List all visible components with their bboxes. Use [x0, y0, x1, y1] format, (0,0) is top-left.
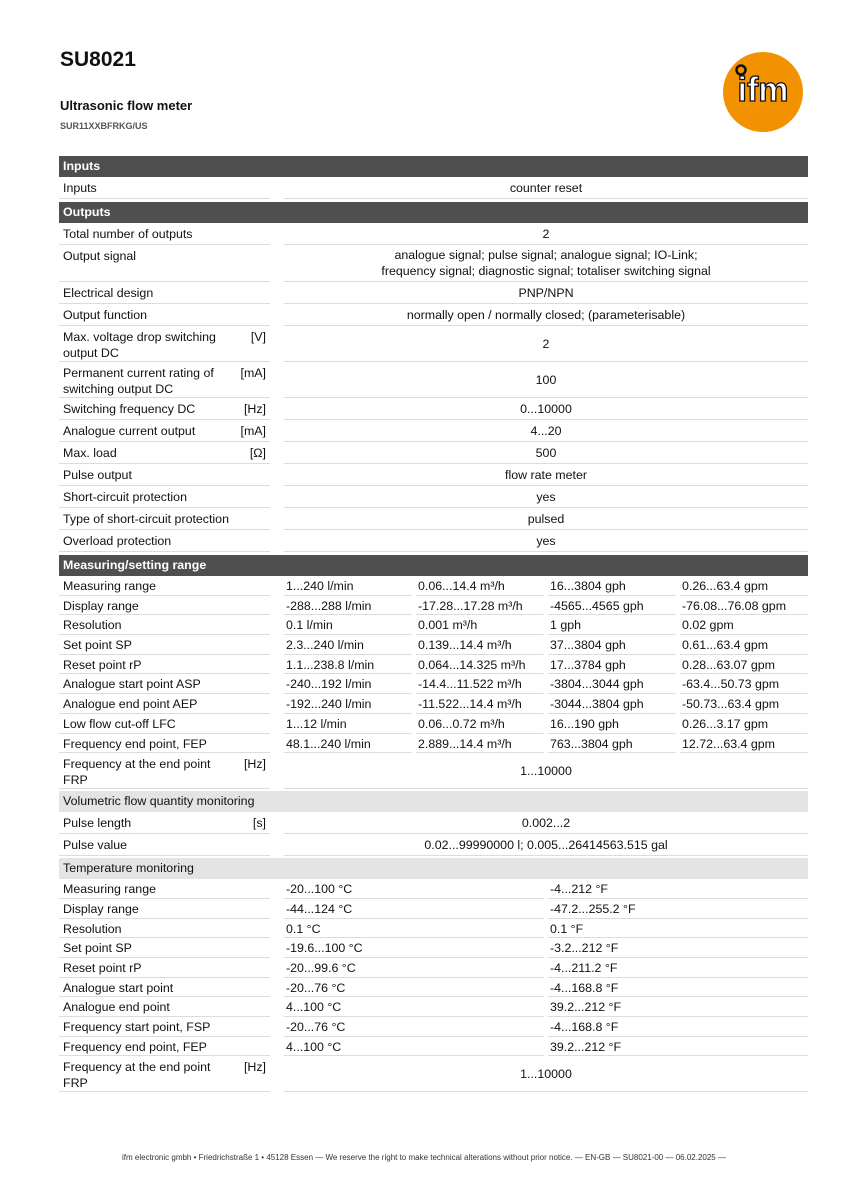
- row-values: [284, 958, 808, 978]
- row-value: [284, 177, 808, 199]
- value-cell: 0.26...63.4 gpm: [680, 576, 808, 596]
- row-values: [284, 596, 808, 616]
- footer-text: ifm electronic gmbh • Friedrichstraße 1 • 45128 Essen — We reserve the right to make technical alterations without prior notice. — EN-GB — SU8021-00 — 06.02.2025 —: [122, 1153, 726, 1162]
- value-cell: 4...100 °C: [284, 1037, 544, 1057]
- value-cell: 1 gph: [548, 615, 676, 635]
- row-values: [284, 1037, 808, 1057]
- spec-row: [59, 734, 808, 754]
- row-values: [284, 938, 808, 958]
- label-text: Low flow cut-off LFC: [63, 716, 176, 731]
- row-values: [284, 899, 808, 919]
- row-label: [59, 420, 270, 442]
- spec-row: [59, 1017, 808, 1037]
- value-cell: -4...168.8 °F: [548, 1017, 808, 1037]
- value-cell: 4...100 °C: [284, 997, 544, 1017]
- value-cell: -63.4...50.73 gpm: [680, 674, 808, 694]
- value-cell: 0.61...63.4 gpm: [680, 635, 808, 655]
- row-value: [284, 304, 808, 326]
- row-label: [59, 576, 270, 596]
- unit-text: [mA]: [240, 366, 266, 380]
- spec-row: [59, 442, 808, 464]
- label-text: Frequency end point, FEP: [63, 736, 207, 751]
- value-cell: 0.06...0.72 m³/h: [416, 714, 544, 734]
- label-text: Display range: [63, 598, 139, 613]
- row-label: [59, 879, 270, 899]
- row-label: [59, 442, 270, 464]
- row-label: [59, 674, 270, 694]
- section-header-temperature: Temperature monitoring: [59, 858, 808, 879]
- spec-row: [59, 508, 808, 530]
- row-label: [59, 958, 270, 978]
- label-text: Measuring range: [63, 882, 156, 897]
- spec-row: [59, 899, 808, 919]
- value-text: 100: [535, 372, 557, 387]
- value-cell: -3.2...212 °F: [548, 938, 808, 958]
- spec-row: [59, 978, 808, 998]
- value-text: counter reset: [509, 180, 583, 195]
- ifm-logo-mark: [723, 52, 803, 132]
- row-values: [284, 655, 808, 675]
- spec-row: [59, 177, 808, 199]
- row-value: [284, 326, 808, 362]
- unit-text: [Hz]: [243, 1060, 266, 1075]
- row-value: [284, 753, 808, 789]
- row-value: [284, 486, 808, 508]
- spec-row: [59, 1056, 808, 1092]
- row-label: [59, 1037, 270, 1057]
- label-text: Permanent current rating of switching output DC: [63, 366, 214, 396]
- value-cell: 17...3784 gph: [548, 655, 676, 675]
- spec-row: [59, 879, 808, 899]
- value-text: 1...10000: [520, 763, 572, 778]
- label-text: Reset point rP: [63, 960, 142, 975]
- value-cell: 2.3...240 l/min: [284, 635, 412, 655]
- row-label: [59, 362, 270, 398]
- row-label: [59, 919, 270, 939]
- spec-row: [59, 530, 808, 552]
- row-label: [59, 508, 270, 530]
- row-label: [59, 398, 270, 420]
- value-cell: 0.02 gpm: [680, 615, 808, 635]
- value-cell: -20...76 °C: [284, 1017, 544, 1037]
- label-text: Resolution: [63, 618, 122, 633]
- row-label: [59, 177, 270, 199]
- row-value: [284, 1056, 808, 1092]
- value-text: normally open / normally closed; (parameterisable): [406, 307, 686, 322]
- spec-row: [59, 362, 808, 398]
- row-label: [59, 486, 270, 508]
- row-label: [59, 812, 270, 834]
- unit-text: [V]: [250, 330, 266, 344]
- spec-row: [59, 304, 808, 326]
- spec-row: [59, 655, 808, 675]
- value-cell: 37...3804 gph: [548, 635, 676, 655]
- row-value: [284, 812, 808, 834]
- label-text: Measuring range: [63, 579, 156, 593]
- value-cell: -14.4...11.522 m³/h: [416, 674, 544, 694]
- row-value: [284, 834, 808, 856]
- label-text: Analogue end point AEP: [63, 697, 198, 712]
- article-code: SUR11XXBFRKG/US: [60, 121, 148, 131]
- value-cell: 0.1 °C: [284, 919, 544, 939]
- label-text: Frequency at the end point FRP: [63, 1060, 211, 1091]
- label-text: Reset point rP: [63, 657, 142, 672]
- row-value: [284, 398, 808, 420]
- row-label: [59, 223, 270, 245]
- value-cell: -20...99.6 °C: [284, 958, 544, 978]
- value-text: 1...10000: [520, 1066, 572, 1081]
- value-cell: -20...76 °C: [284, 978, 544, 998]
- label-text: Analogue end point: [63, 1000, 170, 1015]
- value-cell: 16...3804 gph: [548, 576, 676, 596]
- row-label: [59, 938, 270, 958]
- spec-row: [59, 1037, 808, 1057]
- row-value: [284, 508, 808, 530]
- unit-text: [Hz]: [243, 757, 266, 772]
- value-cell: 0.28...63.07 gpm: [680, 655, 808, 675]
- row-label: [59, 326, 270, 362]
- value-cell: -3804...3044 gph: [548, 674, 676, 694]
- value-cell: -240...192 l/min: [284, 674, 412, 694]
- value-cell: 39.2...212 °F: [548, 1037, 808, 1057]
- value-cell: 0.001 m³/h: [416, 615, 544, 635]
- spec-row: [59, 420, 808, 442]
- value-cell: -4565...4565 gph: [548, 596, 676, 616]
- label-text: Display range: [63, 901, 139, 916]
- spec-table: [59, 156, 808, 1092]
- value-text: 2: [542, 336, 550, 351]
- spec-row: [59, 694, 808, 714]
- row-values: [284, 635, 808, 655]
- spec-row: [59, 245, 808, 282]
- section-header-inputs: Inputs: [59, 156, 808, 177]
- row-label: [59, 694, 270, 714]
- spec-row: [59, 919, 808, 939]
- row-values: [284, 576, 808, 596]
- label-text: Analogue start point ASP: [63, 677, 201, 692]
- row-label: [59, 304, 270, 326]
- value-cell: 763...3804 gph: [548, 734, 676, 754]
- value-cell: 0.064...14.325 m³/h: [416, 655, 544, 675]
- unit-text: [Hz]: [243, 402, 266, 416]
- label-text: Frequency start point, FSP: [63, 1020, 211, 1034]
- value-cell: -4...212 °F: [548, 879, 808, 899]
- row-label: [59, 1017, 270, 1037]
- value-text: pulsed: [527, 511, 565, 526]
- value-cell: -17.28...17.28 m³/h: [416, 596, 544, 616]
- value-cell: 12.72...63.4 gpm: [680, 734, 808, 754]
- spec-row: [59, 753, 808, 789]
- row-value: [284, 223, 808, 245]
- logo-wordmark: ifm: [737, 71, 789, 109]
- row-label: [59, 753, 270, 789]
- spec-row: [59, 282, 808, 304]
- row-values: [284, 978, 808, 998]
- section-header-measuring: Measuring/setting range: [59, 555, 808, 576]
- row-value: [284, 442, 808, 464]
- spec-row: [59, 596, 808, 616]
- label-text: Pulse output: [63, 468, 132, 482]
- label-text: Total number of outputs: [63, 227, 193, 241]
- row-label: [59, 978, 270, 998]
- label-text: Analogue current output: [63, 424, 196, 438]
- spec-row: [59, 997, 808, 1017]
- label-text: Set point SP: [63, 638, 132, 653]
- value-cell: 2.889...14.4 m³/h: [416, 734, 544, 754]
- row-label: [59, 282, 270, 304]
- row-values: [284, 694, 808, 714]
- value-cell: 0.139...14.4 m³/h: [416, 635, 544, 655]
- label-text: Output signal: [63, 249, 137, 263]
- label-text: Pulse length: [63, 816, 132, 831]
- row-label: [59, 464, 270, 486]
- row-label: [59, 997, 270, 1017]
- value-cell: -47.2...255.2 °F: [548, 899, 808, 919]
- value-cell: -192...240 l/min: [284, 694, 412, 714]
- spec-row: [59, 812, 808, 834]
- row-label: [59, 899, 270, 919]
- spec-row: [59, 714, 808, 734]
- value-cell: 1...12 l/min: [284, 714, 412, 734]
- label-text: Max. voltage drop switching output DC: [63, 330, 216, 360]
- spec-row: [59, 223, 808, 245]
- value-cell: 0.1 °F: [548, 919, 808, 939]
- spec-row: [59, 615, 808, 635]
- row-values: [284, 879, 808, 899]
- section-header-volumetric: Volumetric flow quantity monitoring: [59, 791, 808, 812]
- row-value: [284, 420, 808, 442]
- spec-row: [59, 486, 808, 508]
- value-cell: -4...211.2 °F: [548, 958, 808, 978]
- value-text: 4...20: [530, 423, 562, 438]
- value-text: 2: [542, 226, 550, 241]
- row-label: [59, 655, 270, 675]
- value-cell: -11.522...14.4 m³/h: [416, 694, 544, 714]
- page-title: SU8021: [60, 48, 136, 71]
- label-text: Analogue start point: [63, 980, 174, 995]
- spec-row: [59, 398, 808, 420]
- row-values: [284, 1017, 808, 1037]
- spec-row: [59, 576, 808, 596]
- row-values: [284, 997, 808, 1017]
- value-text: analogue signal; pulse signal; analogue signal; IO-Link; frequency signal; diagnostic signal; totaliser switching signal: [381, 248, 711, 278]
- unit-text: [Ω]: [249, 446, 266, 460]
- value-text: flow rate meter: [505, 467, 587, 482]
- spec-row: [59, 938, 808, 958]
- row-label: [59, 734, 270, 754]
- value-cell: 0.1 l/min: [284, 615, 412, 635]
- value-text: 0.02...99990000 l; 0.005...26414563.515 gal: [424, 837, 668, 852]
- value-text: 0.002...2: [521, 815, 571, 830]
- spec-row: [59, 464, 808, 486]
- value-cell: 0.06...14.4 m³/h: [416, 576, 544, 596]
- row-value: [284, 464, 808, 486]
- row-values: [284, 919, 808, 939]
- label-text: Type of short-circuit protection: [63, 512, 229, 526]
- row-values: [284, 734, 808, 754]
- row-value: [284, 362, 808, 398]
- row-label: [59, 1056, 270, 1092]
- value-cell: 16...190 gph: [548, 714, 676, 734]
- value-cell: -19.6...100 °C: [284, 938, 544, 958]
- spec-row: [59, 635, 808, 655]
- value-cell: -44...124 °C: [284, 899, 544, 919]
- row-value: [284, 245, 808, 282]
- value-cell: 1.1...238.8 l/min: [284, 655, 412, 675]
- ifm-logo: [723, 52, 803, 132]
- label-text: Short-circuit protection: [63, 490, 187, 504]
- spec-row: [59, 674, 808, 694]
- row-label: [59, 245, 270, 282]
- row-values: [284, 615, 808, 635]
- label-text: Output function: [63, 308, 148, 322]
- value-cell: 48.1...240 l/min: [284, 734, 412, 754]
- row-label: [59, 714, 270, 734]
- label-text: Pulse value: [63, 838, 128, 853]
- row-values: [284, 714, 808, 734]
- value-text: 500: [535, 445, 557, 460]
- row-label: [59, 596, 270, 616]
- value-cell: -50.73...63.4 gpm: [680, 694, 808, 714]
- value-text: 0...10000: [520, 401, 572, 416]
- value-text: PNP/NPN: [518, 285, 574, 300]
- value-cell: -288...288 l/min: [284, 596, 412, 616]
- value-text: yes: [536, 533, 556, 548]
- label-text: Inputs: [63, 181, 97, 195]
- label-text: Overload protection: [63, 534, 172, 548]
- value-cell: 0.26...3.17 gpm: [680, 714, 808, 734]
- label-text: Set point SP: [63, 941, 132, 956]
- row-label: [59, 530, 270, 552]
- label-text: Electrical design: [63, 286, 154, 300]
- value-text: yes: [536, 489, 556, 504]
- section-header-outputs: Outputs: [59, 202, 808, 223]
- spec-row: [59, 958, 808, 978]
- row-values: [284, 674, 808, 694]
- value-cell: -3044...3804 gph: [548, 694, 676, 714]
- product-subtitle: Ultrasonic flow meter: [60, 98, 193, 113]
- label-text: Frequency at the end point FRP: [63, 757, 211, 788]
- row-label: [59, 635, 270, 655]
- value-cell: -20...100 °C: [284, 879, 544, 899]
- label-text: Max. load: [63, 446, 117, 460]
- unit-text: [s]: [252, 816, 266, 831]
- label-text: Frequency end point, FEP: [63, 1039, 207, 1054]
- row-label: [59, 615, 270, 635]
- unit-text: [mA]: [240, 424, 266, 438]
- row-value: [284, 530, 808, 552]
- row-label: [59, 834, 270, 856]
- label-text: Resolution: [63, 921, 122, 936]
- value-cell: 39.2...212 °F: [548, 997, 808, 1017]
- value-cell: -4...168.8 °F: [548, 978, 808, 998]
- label-text: Switching frequency DC: [63, 402, 196, 416]
- value-cell: 1...240 l/min: [284, 576, 412, 596]
- spec-row: [59, 326, 808, 362]
- spec-row: [59, 834, 808, 856]
- value-cell: -76.08...76.08 gpm: [680, 596, 808, 616]
- row-value: [284, 282, 808, 304]
